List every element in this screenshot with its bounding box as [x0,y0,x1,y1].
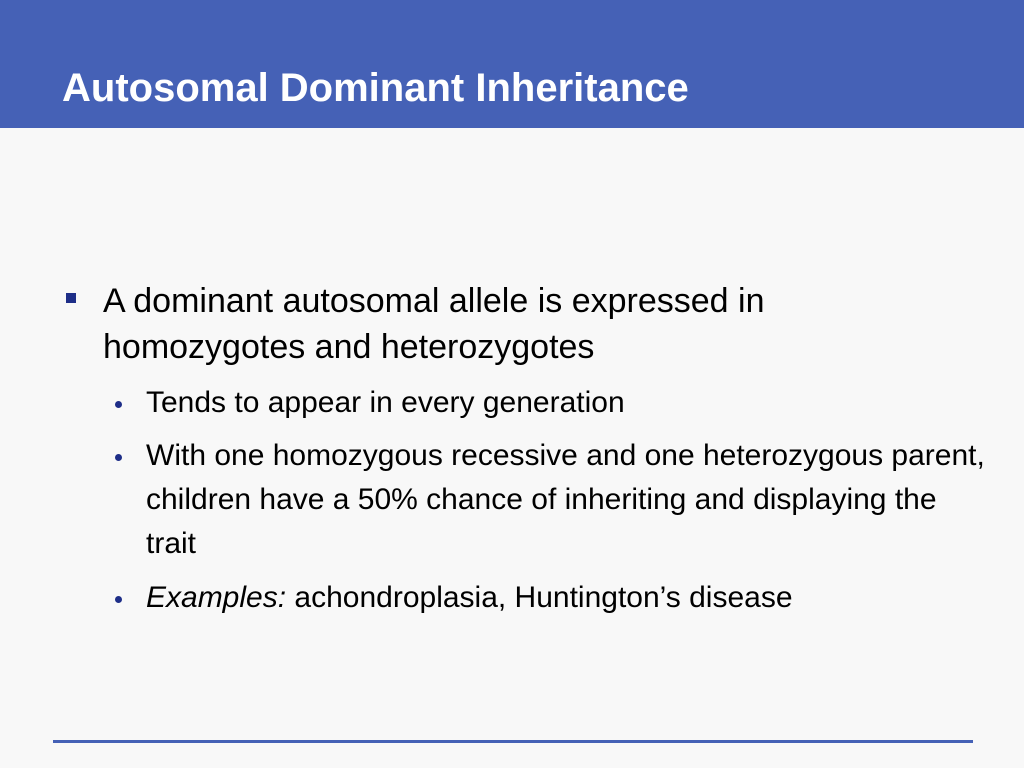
round-bullet-icon [115,596,122,603]
sub-bullet-examples [146,576,986,620]
round-bullet-icon [115,401,122,408]
sub-bullet-1: Tends to appear in every generation [146,386,625,419]
square-bullet-icon [66,293,76,303]
bottom-divider [53,740,973,743]
round-bullet-icon [115,454,122,461]
examples-label: Examples: [146,581,287,614]
main-bullet-text: A dominant autosomal allele is expressed in homozygotes and heterozygotes [103,282,765,366]
examples-text: achondroplasia, Huntington’s disease [294,581,793,614]
slide-title: Autosomal Dominant Inheritance [62,66,689,110]
sub-bullet-2: With one homozygous recessive and one heterozygous parent, children have a 50% chance of inheriting and displaying the trait [146,439,985,560]
